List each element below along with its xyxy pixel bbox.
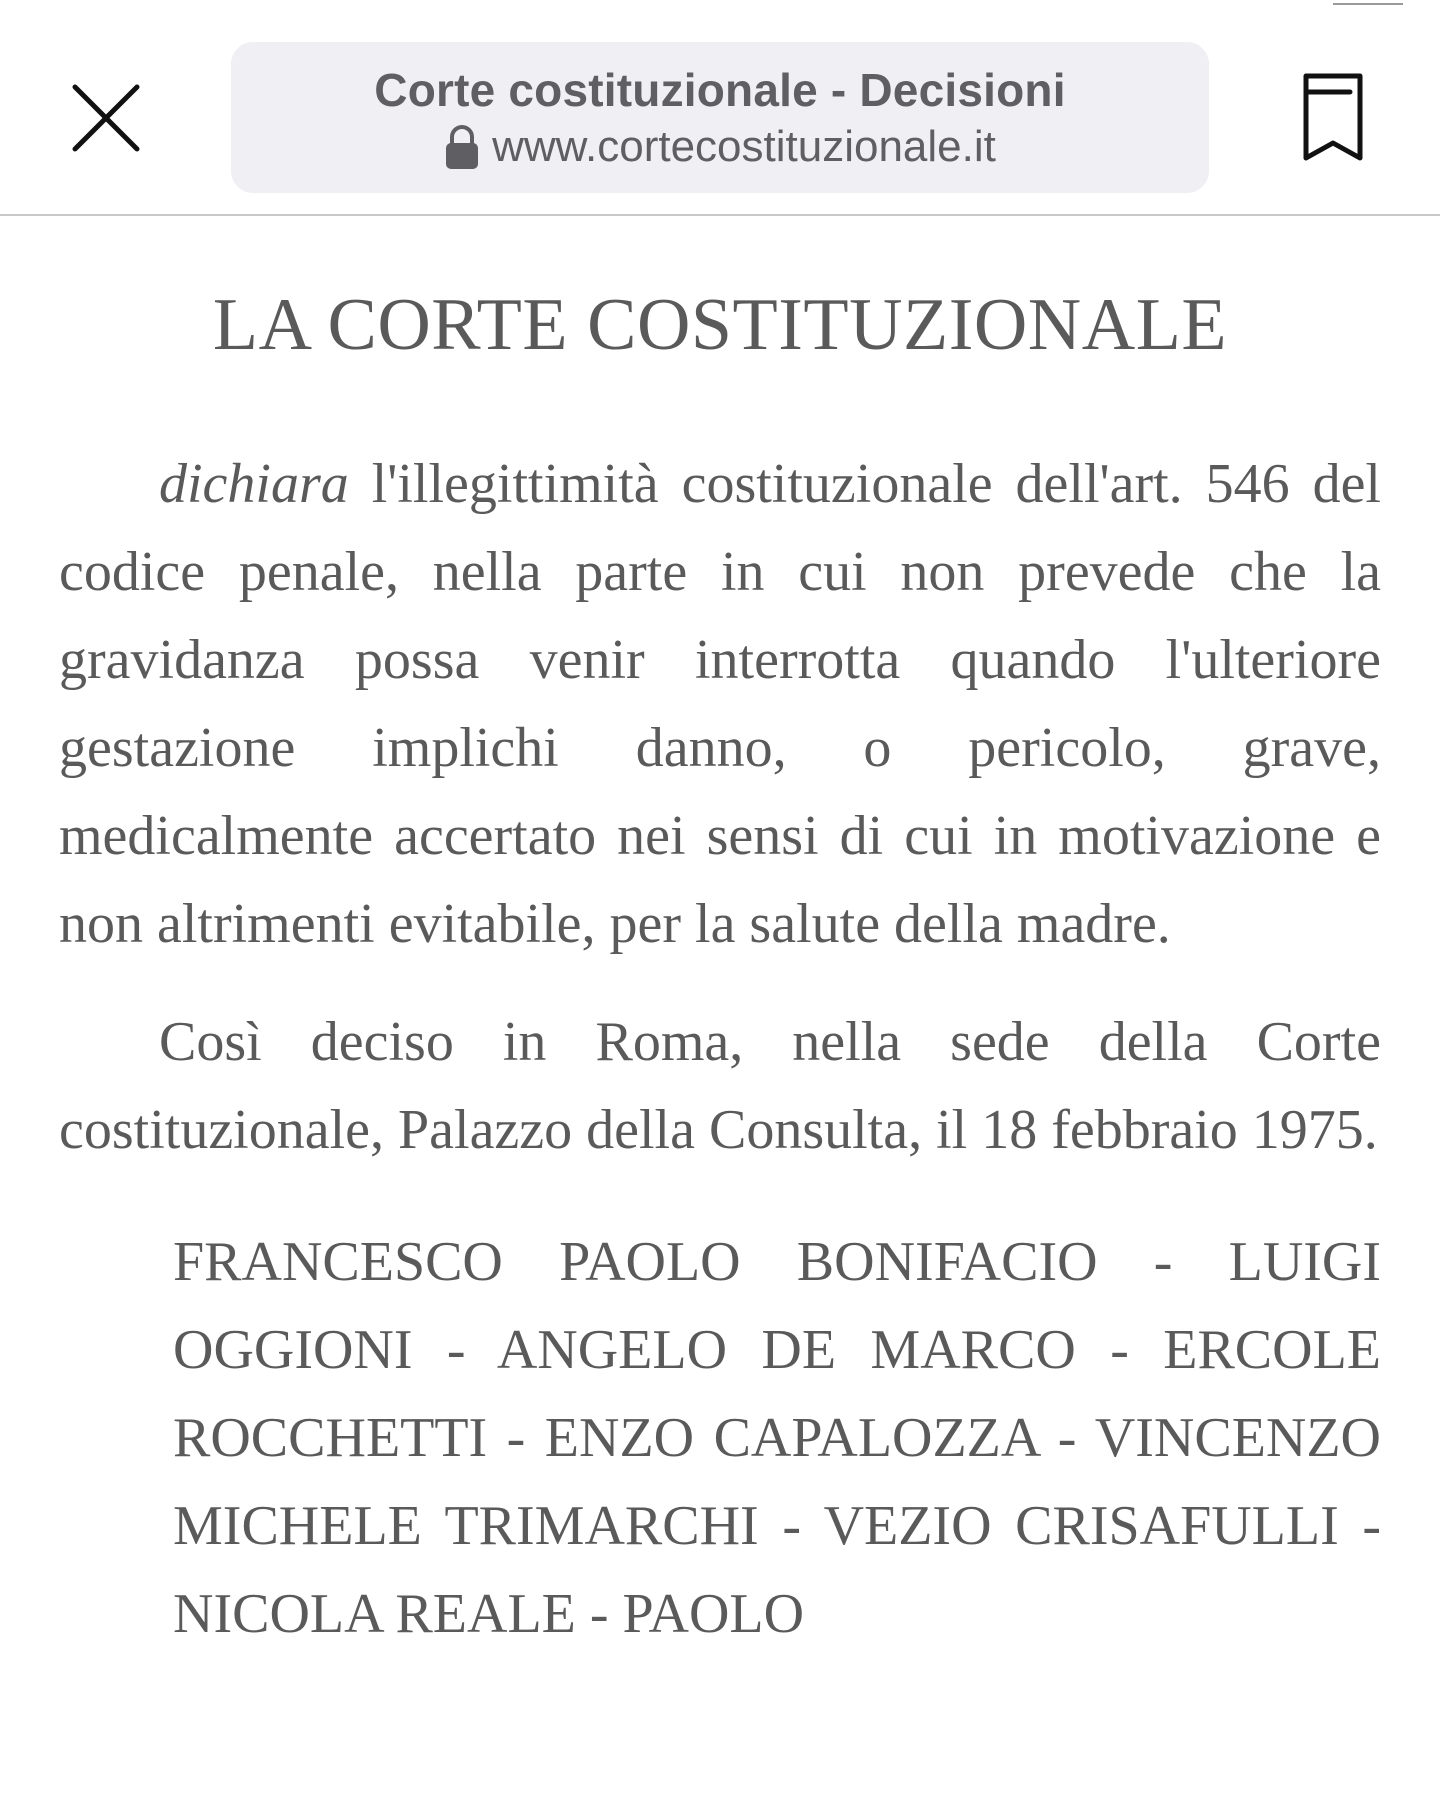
bookmark-button[interactable]	[1290, 70, 1376, 166]
url-row	[444, 120, 996, 174]
signatories-list: FRANCESCO PAOLO BONIFACIO - LUIGI OGGIONI - ANGELO DE MARCO - ERCOLE ROCCHETTI - ENZO CAPALOZZA - VINCENZO MICHELE TRIMARCHI - VEZIO CRISAFULLI - NICOLA REALE - PAOLO	[173, 1231, 1381, 1645]
status-bar-fragment	[1333, 0, 1403, 5]
address-bar[interactable]	[231, 42, 1209, 193]
browser-header	[0, 0, 1440, 216]
bookmark-icon	[1300, 70, 1366, 166]
close-icon	[71, 83, 141, 153]
lock-icon	[444, 124, 480, 170]
ruling-verb: dichiara	[159, 453, 349, 515]
decision-place-date: Così deciso in Roma, nella sede della Corte costituzionale, Palazzo della Consulta, il 18 febbraio 1975.	[59, 1011, 1381, 1161]
document-content	[59, 214, 1381, 1658]
court-heading: LA CORTE COSTITUZIONALE	[212, 284, 1228, 366]
page-title: Corte costituzionale - Decisioni	[374, 63, 1066, 116]
ruling-paragraph	[59, 440, 1381, 968]
url-text: www.cortecostituzionale.it	[492, 121, 996, 171]
close-button[interactable]	[66, 78, 146, 158]
ruling-text: l'illegittimità costituzionale dell'art. 546 del codice penale, nella parte in cui non prevede che la gravidanza possa venir interrotta quando l'ulteriore gestazione implichi danno, o pericolo, grave, medicalmente accertato nei sensi di cui in motivazione e non altrimenti evitabile, per la salute della madre.	[59, 453, 1381, 955]
